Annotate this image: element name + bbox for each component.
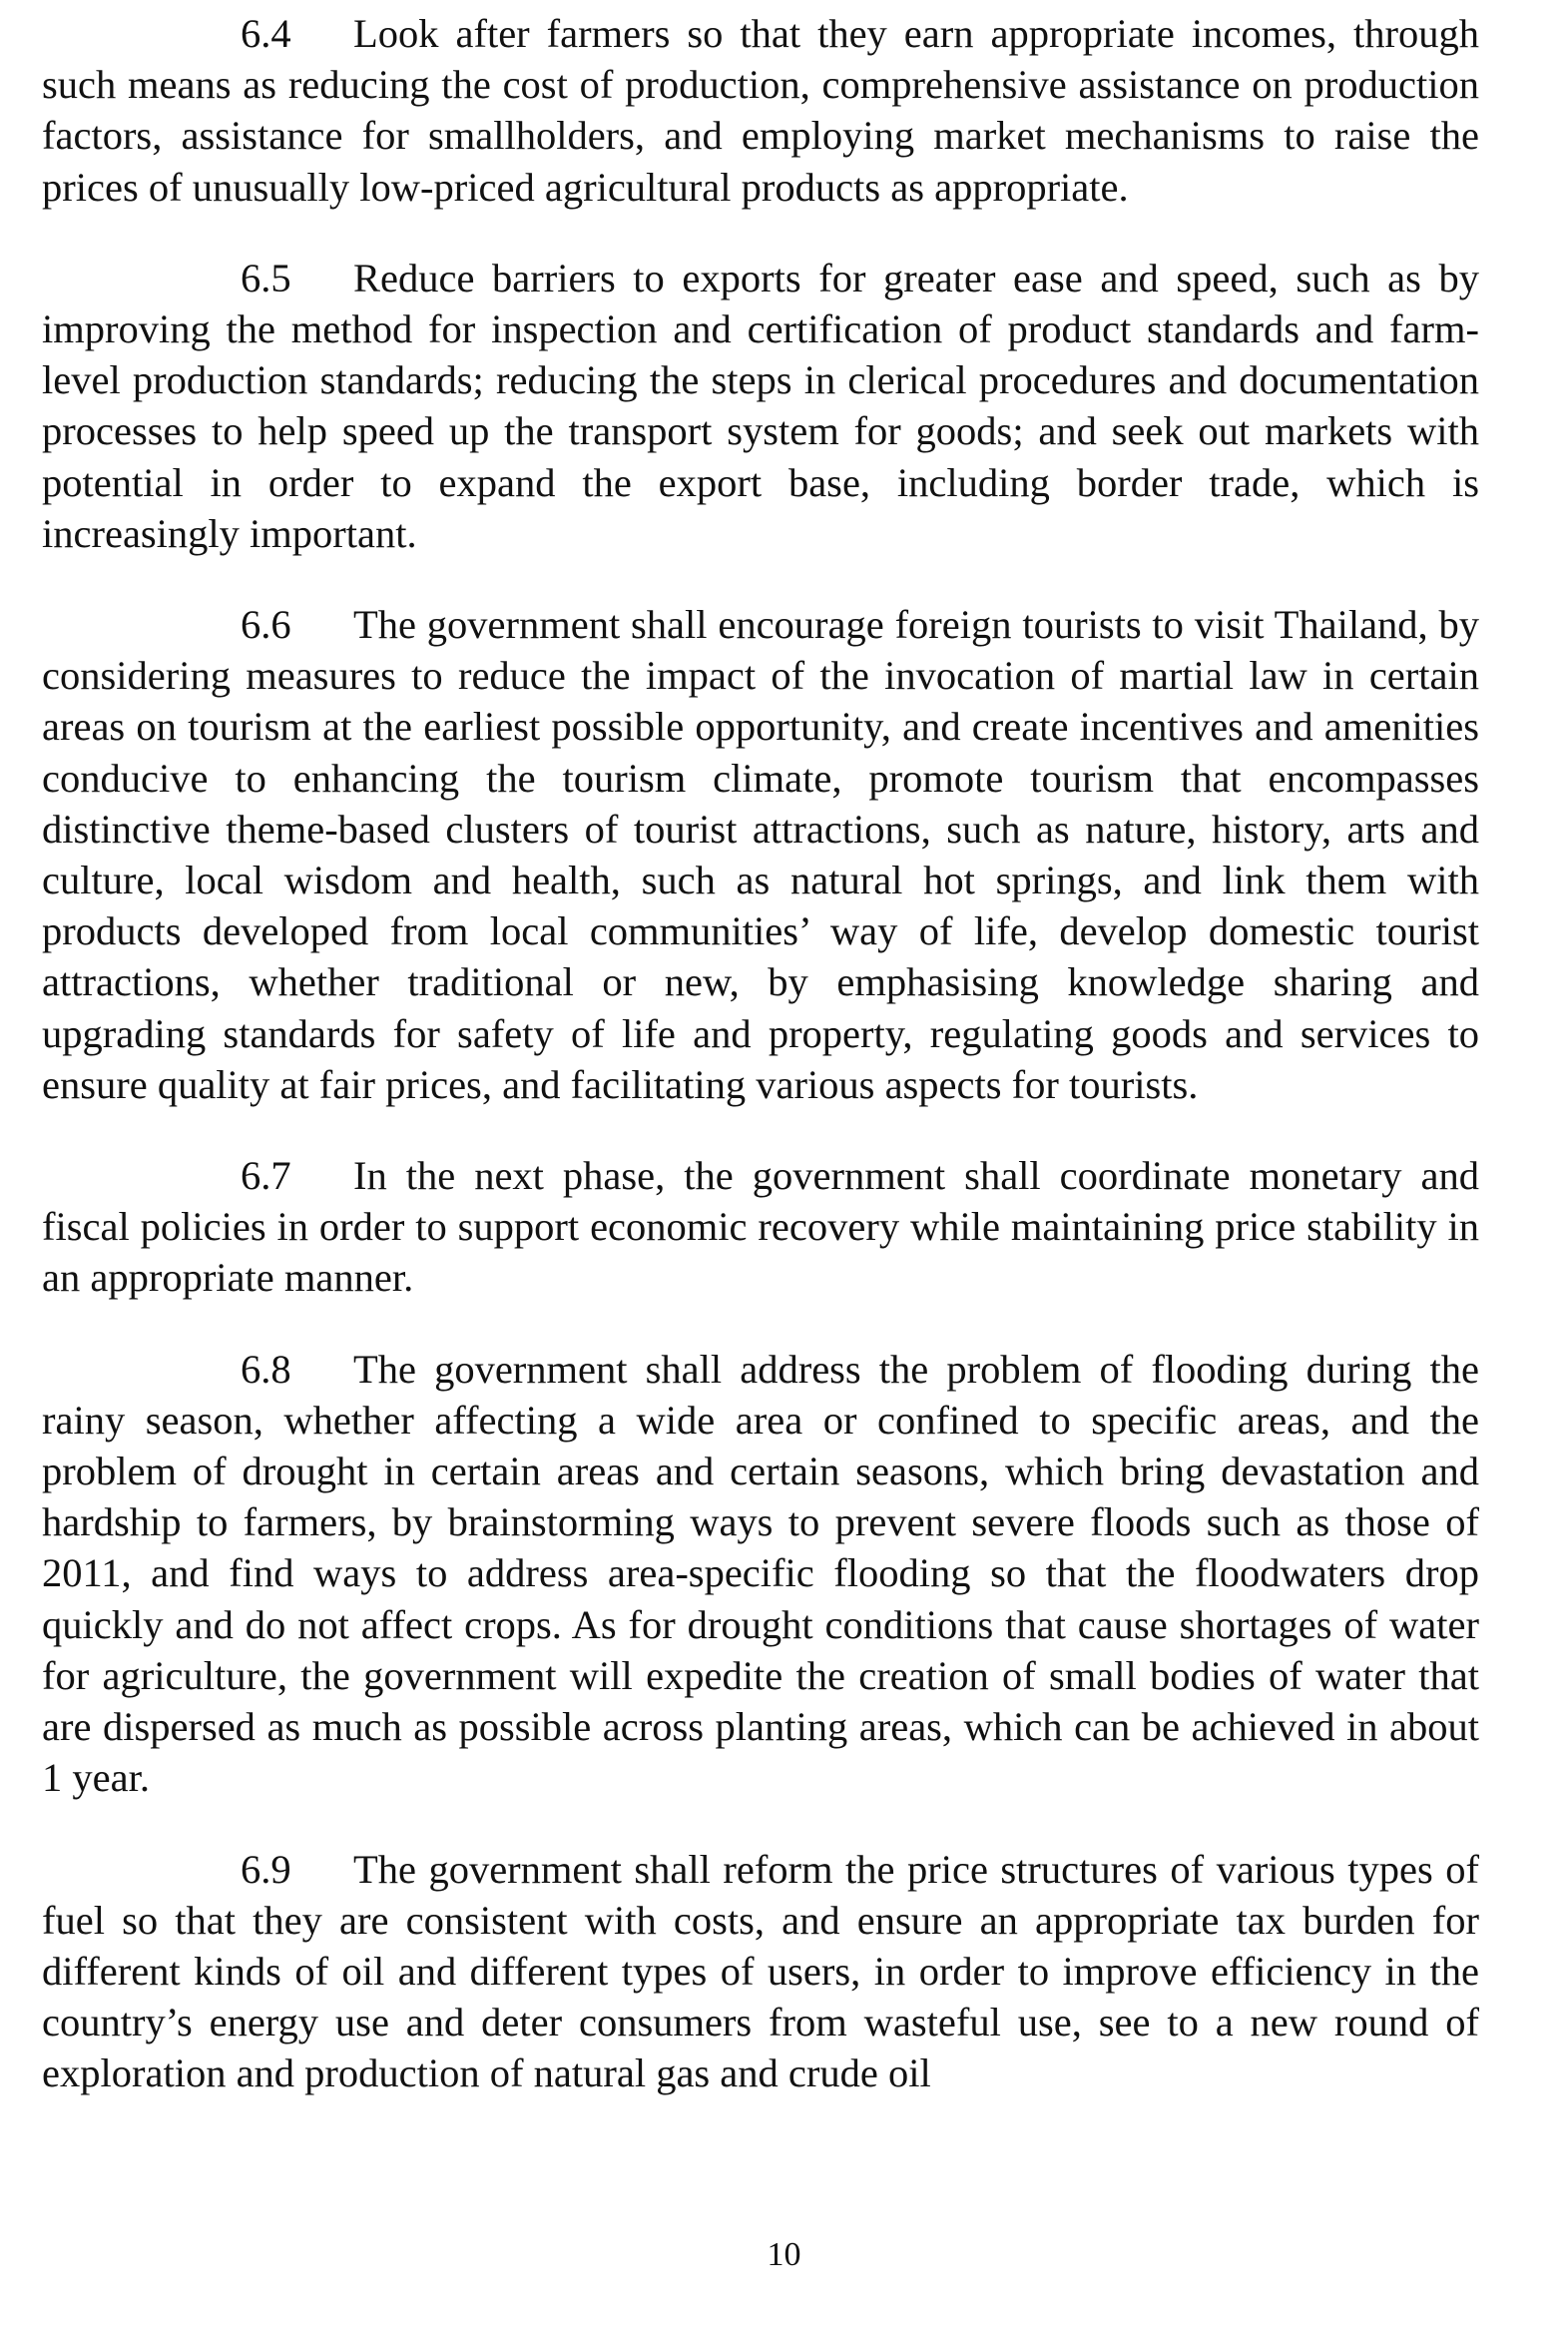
paragraph-6-8 [42,1344,1479,1804]
page-number: 10 [767,2236,801,2273]
paragraph-number: 6.7 [241,1153,291,1199]
paragraph-6-9 [42,1844,1479,2099]
paragraph-text: Look after farmers so that they earn appropriate incomes, through such means as reducing the cost of production, comprehensive assistance on production factors, assistance for smallholders, and employing market mechanisms to raise the prices of unusually low-priced agricultural products as appropriate. [42,11,1479,210]
paragraph-text: The government shall reform the price structures of various types of fuel so that they are consistent with costs, and ensure an appropriate tax burden for different kinds of oil and different types of users, in order to improve efficiency in the country’s energy use and deter consumers from wasteful use, see to a new round of exploration and production of natural gas and crude oil [42,1846,1479,2096]
paragraph-number: 6.5 [241,255,291,300]
paragraph-number: 6.8 [241,1346,291,1392]
paragraph-6-5 [42,253,1479,559]
paragraph-6-6 [42,599,1479,1110]
paragraph-text: The government shall encourage foreign tourists to visit Thailand, by considering measures to reduce the impact of the invocation of martial law in certain areas on tourism at the earliest possible opportunity, and create incentives and amenities conducive to enhancing the tourism climate, promote tourism that encompasses distinctive theme-based clusters of tourist attractions, such as nature, history, arts and culture, local wisdom and health, such as natural hot springs, and link them with products developed from local communities’ way of life, develop domestic tourist attractions, whether traditional or new, by emphasising knowledge sharing and upgrading standards for safety of life and property, regulating goods and services to ensure quality at fair prices, and facilitating various aspects for tourists. [42,602,1479,1107]
paragraph-number: 6.6 [241,602,291,648]
document-body [42,8,1479,2099]
paragraph-number: 6.4 [241,11,291,56]
paragraph-6-4 [42,8,1479,213]
paragraph-text: Reduce barriers to exports for greater ease and speed, such as by improving the method for inspection and certification of product standards and farm-level production standards; reducing the steps in clerical procedures and documentation processes to help speed up the transport system for goods; and seek out markets with potential in order to expand the export base, including border trade, which is increasingly important. [42,255,1479,556]
paragraph-6-7 [42,1150,1479,1304]
paragraph-text: The government shall address the problem of flooding during the rainy season, whether affecting a wide area or confined to specific areas, and the problem of drought in certain areas and certain seasons, which bring devastation and hardship to farmers, by brainstorming ways to prevent severe floods such as those of 2011, and find ways to address area-specific flooding so that the floodwaters drop quickly and do not affect crops. As for drought conditions that cause shortages of water for agriculture, the government will expedite the creation of small bodies of water that are dispersed as much as possible across planting areas, which can be achieved in about 1 year. [42,1346,1479,1801]
paragraph-text: In the next phase, the government shall coordinate monetary and fiscal policies in order to support economic recovery while maintaining price stability in an appropriate manner. [42,1153,1479,1301]
paragraph-number: 6.9 [241,1846,291,1892]
